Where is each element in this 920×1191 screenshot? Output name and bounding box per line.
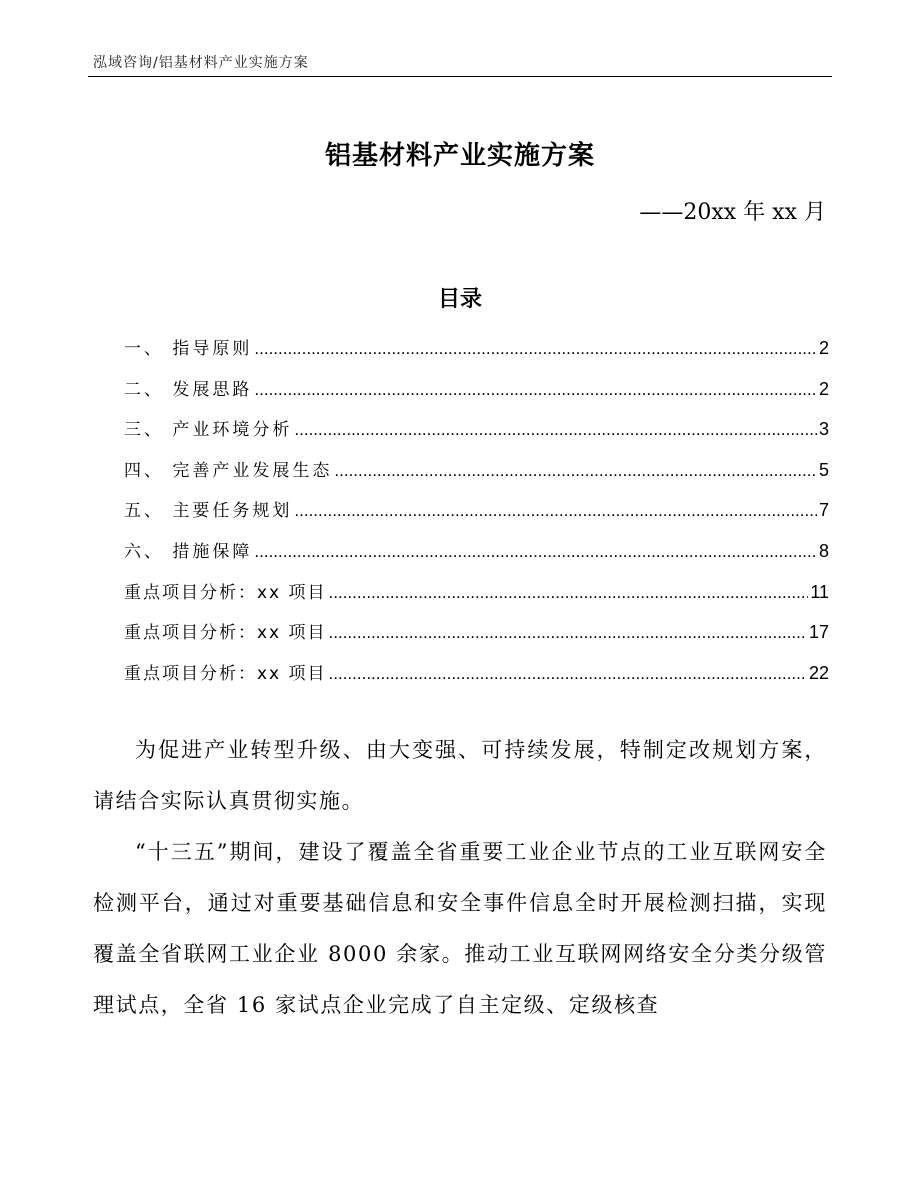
toc-leader-dots — [329, 578, 809, 608]
toc-leader-dots — [329, 659, 807, 689]
toc-entry[interactable] — [124, 414, 829, 455]
toc-leader-dots — [294, 415, 817, 445]
toc-entry[interactable] — [124, 495, 829, 536]
toc-leader-dots — [334, 456, 817, 486]
document-date: ——20xx 年 xx 月 — [639, 200, 826, 225]
toc-leader-dots — [254, 375, 817, 405]
toc-entry-page: 22 — [808, 662, 829, 683]
toc-entry[interactable] — [124, 658, 829, 699]
toc-entry-page: 7 — [818, 500, 829, 521]
body-paragraph: 为促进产业转型升级、由大变强、可持续发展，特制定改规划方案，请结合实际认真贯彻实施。 — [93, 738, 827, 813]
toc-entry-label: 重点项目分析：xx 项目 — [124, 663, 327, 684]
toc-entry-page: 5 — [818, 459, 829, 480]
toc-entry-page: 2 — [818, 338, 829, 358]
toc-entry-page: 3 — [818, 419, 829, 440]
toc-entry-label: 三、 产业环境分析 — [124, 420, 293, 441]
toc-entry[interactable] — [124, 374, 829, 415]
toc-entry-label: 二、 发展思路 — [124, 379, 253, 400]
toc-entry[interactable] — [124, 617, 829, 658]
toc-entry[interactable] — [124, 455, 829, 496]
toc-entry-label: 重点项目分析：xx 项目 — [124, 582, 327, 603]
toc-entry-label: 重点项目分析：xx 项目 — [124, 623, 327, 644]
toc-entry-page: 11 — [810, 581, 829, 602]
toc-leader-dots — [329, 618, 807, 648]
toc-leader-dots — [294, 496, 817, 526]
toc-entry-page: 2 — [818, 378, 829, 399]
body-paragraph: “十三五”期间，建设了覆盖全省重要工业企业节点的工业互联网安全检测平台，通过对重要基础信息和安全事件信息全时开展检测扫描，实现覆盖全省联网工业企业 8000 余家。推动工业互联网网络安全分类分级管理试点，全省 16 家试点企业完成了自主定级、定级核查 — [93, 840, 827, 1017]
toc-leader-dots — [254, 537, 817, 567]
toc-entry[interactable] — [124, 333, 829, 374]
toc-entry-label: 六、 措施保障 — [124, 541, 253, 562]
toc-entry-label: 一、 指导原则 — [124, 339, 253, 359]
toc-entry-page: 8 — [818, 540, 829, 561]
toc-leader-dots — [254, 334, 817, 364]
toc-entry[interactable] — [124, 577, 829, 618]
table-of-contents — [124, 333, 829, 698]
header-divider — [88, 76, 832, 77]
toc-title: 目录 — [437, 287, 482, 312]
toc-entry[interactable] — [124, 536, 829, 577]
running-header: 泓域咨询/铝基材料产业实施方案 — [93, 55, 309, 71]
toc-entry-label: 四、 完善产业发展生态 — [124, 460, 333, 481]
toc-entry-page: 17 — [808, 622, 829, 643]
document-title: 铝基材料产业实施方案 — [324, 141, 595, 171]
toc-entry-label: 五、 主要任务规划 — [124, 501, 293, 522]
